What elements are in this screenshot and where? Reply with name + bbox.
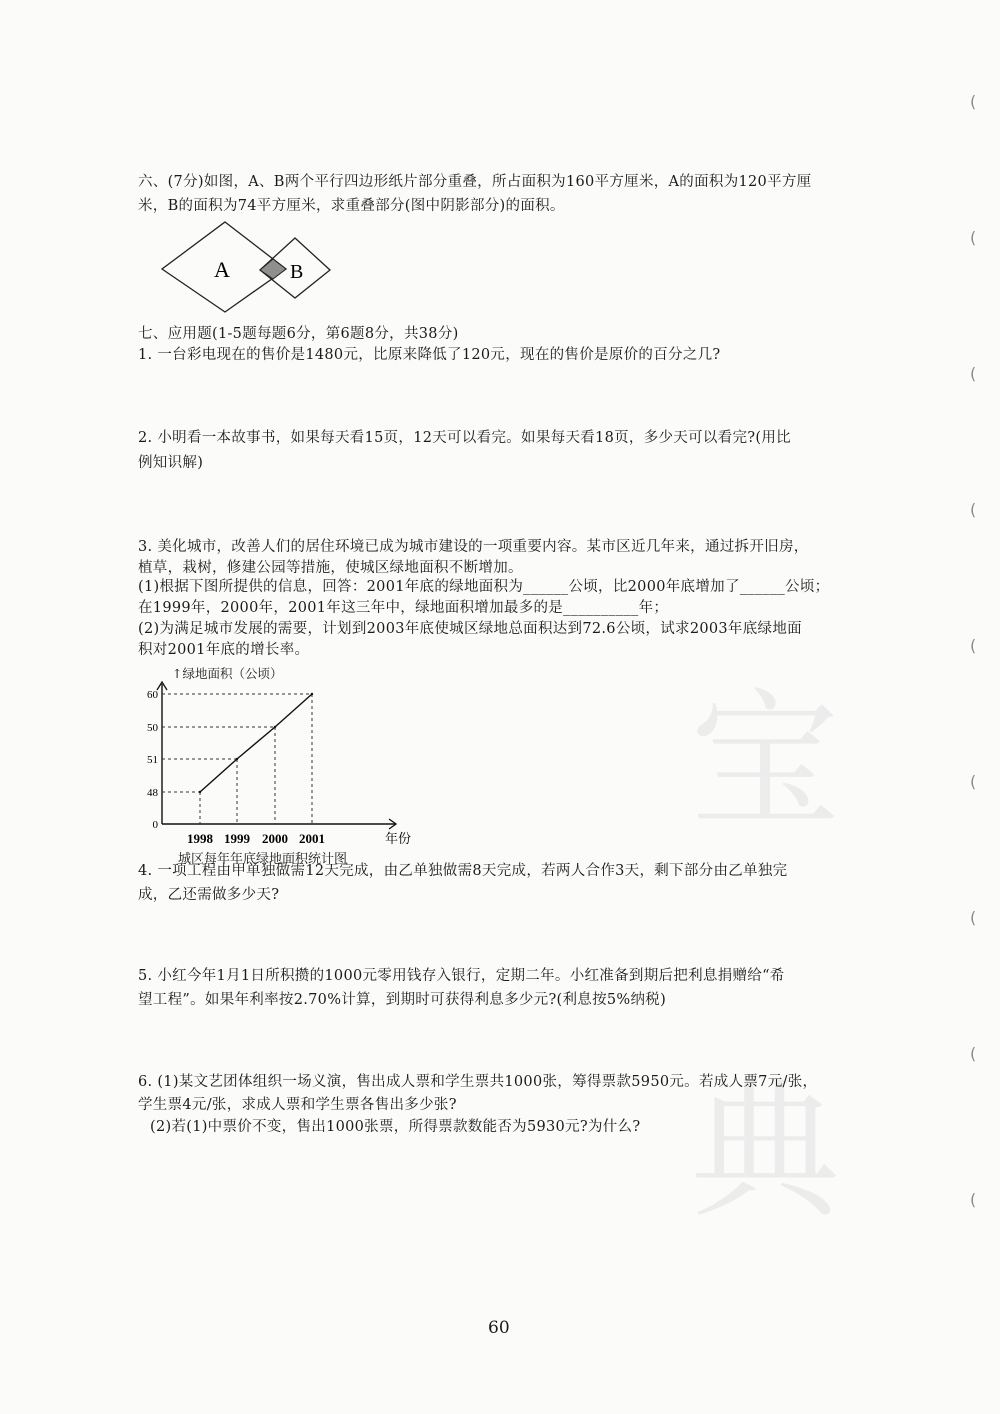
question-2-line2: 例知识解) xyxy=(138,455,204,471)
binding-mark: ( xyxy=(970,364,977,383)
green-area-chart xyxy=(140,670,440,850)
binding-mark: ( xyxy=(970,92,977,111)
series-line xyxy=(200,694,312,792)
question-3-line5: (2)为满足城市发展的需要，计划到2003年底使城区绿地总面积达到72.6公顷，试求2003年底绿地面 xyxy=(138,621,802,637)
y-tick-label: 0 xyxy=(152,819,158,831)
chart-title: 城区每年年底绿地面积统计图 xyxy=(178,852,348,867)
binding-mark: ( xyxy=(970,1190,977,1209)
data-point xyxy=(311,693,313,695)
x-axis-label: 年份 xyxy=(385,832,412,847)
section6-text-line1: 六、(7分)如图，A、B两个平行四边形纸片部分重叠，所占面积为160平方厘米，A的面积为120平方厘 xyxy=(138,174,812,190)
data-point xyxy=(199,791,201,793)
y-tick-label: 48 xyxy=(147,787,158,799)
binding-mark: ( xyxy=(970,228,977,247)
chart-y-axis-label: ↑绿地面积（公顷） xyxy=(172,666,283,681)
data-point xyxy=(236,758,238,760)
data-point xyxy=(274,726,276,728)
question-1: 1. 一台彩电现在的售价是1480元，比原来降低了120元，现在的售价是原价的百分之几? xyxy=(138,347,721,363)
question-3-line1: 3. 美化城市，改善人们的居住环境已成为城市建设的一项重要内容。某市区近几年来，通过拆开旧房， xyxy=(138,539,809,555)
binding-mark: ( xyxy=(970,908,977,927)
watermark-dian: 典 xyxy=(690,1065,841,1239)
y-tick-label: 50 xyxy=(147,722,158,734)
binding-mark: ( xyxy=(970,500,977,519)
x-tick-label: 2001 xyxy=(299,831,325,846)
label-b: B xyxy=(290,261,304,283)
y-tick-label: 60 xyxy=(147,689,158,701)
binding-mark: ( xyxy=(970,636,977,655)
question-2-line1: 2. 小明看一本故事书，如果每天看15页，12天可以看完。如果每天看18页，多少天可以看完?(用比 xyxy=(138,430,791,446)
y-tick-label: 51 xyxy=(147,754,158,766)
label-a: A xyxy=(214,257,230,282)
page-number: 60 xyxy=(488,1318,510,1338)
section7-heading: 七、应用题(1-5题每题6分，第6题8分，共38分) xyxy=(138,326,459,342)
question-3-line6: 积对2001年底的增长率。 xyxy=(138,642,310,658)
question-3-line4: 在1999年，2000年，2001年这三年中，绿地面积增加最多的是__________年； xyxy=(138,600,669,616)
question-5-line1: 5. 小红今年1月1日所积攒的1000元零用钱存入银行，定期二年。小红准备到期后把利息捐赠给“希 xyxy=(138,968,785,984)
overlap-shaded xyxy=(260,259,286,279)
question-5-line2: 望工程”。如果年利率按2.70%计算，到期时可获得利息多少元?(利息按5%纳税) xyxy=(138,992,667,1008)
x-tick-label: 1998 xyxy=(187,831,213,846)
question-6-line1: 6. (1)某文艺团体组织一场义演，售出成人票和学生票共1000张，筹得票款5950元。若成人票7元/张， xyxy=(138,1074,818,1090)
question-3-line2: 植草，栽树，修建公园等措施，使城区绿地面积不断增加。 xyxy=(138,560,523,576)
watermark-bao: 宝 xyxy=(690,675,841,849)
x-tick-label: 1999 xyxy=(224,831,250,846)
binding-mark: ( xyxy=(970,772,977,791)
parallelogram-figure xyxy=(150,215,340,315)
question-6-line2: 学生票4元/张，求成人票和学生票各售出多少张? xyxy=(138,1097,457,1113)
question-6-line3: (2)若(1)中票价不变，售出1000张票，所得票款数能否为5930元?为什么? xyxy=(150,1119,641,1135)
question-4-line2: 成，乙还需做多少天? xyxy=(138,887,280,903)
section6-text-line2: 米，B的面积为74平方厘米，求重叠部分(图中阴影部分)的面积。 xyxy=(138,198,565,214)
x-tick-label: 2000 xyxy=(262,831,288,846)
question-4-line1: 4. 一项工程由甲单独做需12天完成，由乙单独做需8天完成，若两人合作3天，剩下部分由乙单独完 xyxy=(138,863,788,879)
binding-mark: ( xyxy=(970,1044,977,1063)
question-3-line3: (1)根据下图所提供的信息，回答：2001年底的绿地面积为______公顷，比2000年底增加了______公顷； xyxy=(138,579,830,595)
